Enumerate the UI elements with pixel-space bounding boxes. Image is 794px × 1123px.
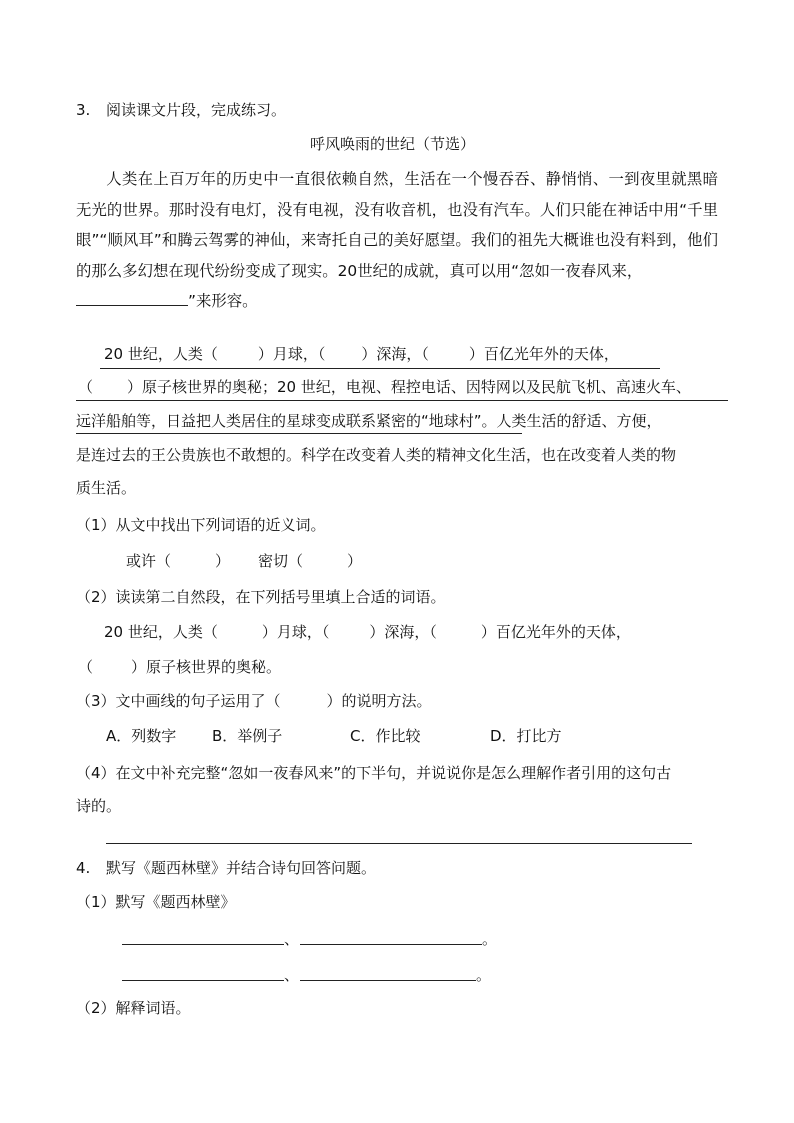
text-segment: ） xyxy=(215,552,231,570)
text-segment: ）的说明方法。 xyxy=(326,692,432,710)
option-d[interactable]: D．打比方 xyxy=(490,727,562,745)
underline xyxy=(76,400,728,401)
q3-sub2-line-1 xyxy=(104,621,631,643)
answer-line[interactable] xyxy=(300,944,482,945)
text-segment: ）百亿光年外的天体， xyxy=(480,623,631,641)
word-2: 密切（ xyxy=(258,552,304,570)
answer-line[interactable] xyxy=(106,843,692,844)
q3-sub2-line-2 xyxy=(78,656,281,678)
text-segment: 20 世纪，人类（ xyxy=(104,345,218,363)
q3-sub1-words xyxy=(126,550,362,572)
text-segment: ）月球，（ xyxy=(257,345,326,363)
text-segment: ） xyxy=(347,552,363,570)
option-b[interactable]: B．举例子 xyxy=(212,727,283,745)
period: 。 xyxy=(482,930,498,948)
text-segment: （ xyxy=(78,658,94,676)
q3-sub4-label-line-1: （4）在文中补充完整“忽如一夜春风来”的下半句，并说说你是怎么理解作者引用的这句古 xyxy=(76,764,672,782)
answer-blank-poem-line[interactable] xyxy=(76,290,188,306)
comma: 、 xyxy=(284,966,300,984)
paragraph-2-line-2 xyxy=(78,376,691,398)
q4-sub2-label: （2）解释词语。 xyxy=(76,999,191,1017)
underlined-text: 远洋船舶等，日益把人类居住的星球变成联系紧密的“地球村” xyxy=(76,412,482,430)
text-segment: ）原子核世界的奥秘。 xyxy=(131,658,282,676)
paragraph-2-line-4: 是连过去的王公贵族也不敢想的。科学在改变着人类的精神文化生活，也在改变着人类的物 xyxy=(76,446,677,464)
q4-sub1-label: （1）默写《题西林壁》 xyxy=(76,893,236,911)
q4-number: 4. xyxy=(76,859,91,877)
q4-instruction: 默写《题西林壁》并结合诗句回答问题。 xyxy=(106,859,377,877)
underline xyxy=(100,368,660,369)
paragraph-1-text: 人类在上百万年的历史中一直很依赖自然，生活在一个慢吞吞、静悄悄、一到夜里就黑暗无光的世界。那时没有电灯，没有电视，没有收音机，也没有汽车。人们只能在神话中用“千里眼”“顺风耳”和腾云驾雾的神仙，来寄托自己的美好愿望。我们的祖先大概谁也没有料到，他们的那么多幻想在现代纷纷变成了现实。20世纪的成就，真可以用“忽如一夜春风来， xyxy=(76,170,718,280)
text-segment: ）深海，（ xyxy=(369,623,437,641)
text-segment: （ xyxy=(78,378,94,396)
paragraph-2-line-5: 质生活。 xyxy=(76,479,137,497)
option-a[interactable]: A．列数字 xyxy=(106,727,177,745)
text-segment: 20 世纪，人类（ xyxy=(104,623,218,641)
comma: 、 xyxy=(284,930,300,948)
text-segment: （3）文中画线的句子运用了（ xyxy=(76,692,281,710)
text-segment: ）月球，（ xyxy=(261,623,330,641)
q3-sub3-label xyxy=(76,690,432,712)
q3-sub4-label-line-2: 诗的。 xyxy=(76,797,122,815)
answer-line[interactable] xyxy=(122,944,284,945)
q3-sub2-label: （2）读读第二自然段，在下列括号里填上合适的词语。 xyxy=(76,588,446,606)
text-segment: ）百亿光年外的天体， xyxy=(468,345,619,363)
q3-number: 3. xyxy=(76,101,91,119)
option-c[interactable]: C．作比较 xyxy=(350,727,421,745)
underline xyxy=(76,433,522,434)
text-segment: ）原子核世界的奥秘；20 世纪，电视、程控电话、因特网以及民航飞机、高速火车、 xyxy=(127,378,691,396)
answer-line[interactable] xyxy=(300,980,476,981)
paragraph-2-line-1 xyxy=(104,343,619,365)
passage-title: 呼风唤雨的世纪（节选） xyxy=(310,135,476,153)
paragraph-1-end: ”来形容。 xyxy=(188,292,258,310)
paragraph-2-line-3 xyxy=(76,410,662,432)
passage-paragraph-1 xyxy=(76,164,718,317)
text-segment: 。人类生活的舒适、方便， xyxy=(481,412,662,430)
q3-sub1-label: （1）从文中找出下列词语的近义词。 xyxy=(76,516,326,534)
answer-line[interactable] xyxy=(122,980,284,981)
q3-instruction: 阅读课文片段，完成练习。 xyxy=(106,101,287,119)
word-1: 或许（ xyxy=(126,552,172,570)
text-segment: ）深海，（ xyxy=(361,345,429,363)
period: 。 xyxy=(476,966,492,984)
